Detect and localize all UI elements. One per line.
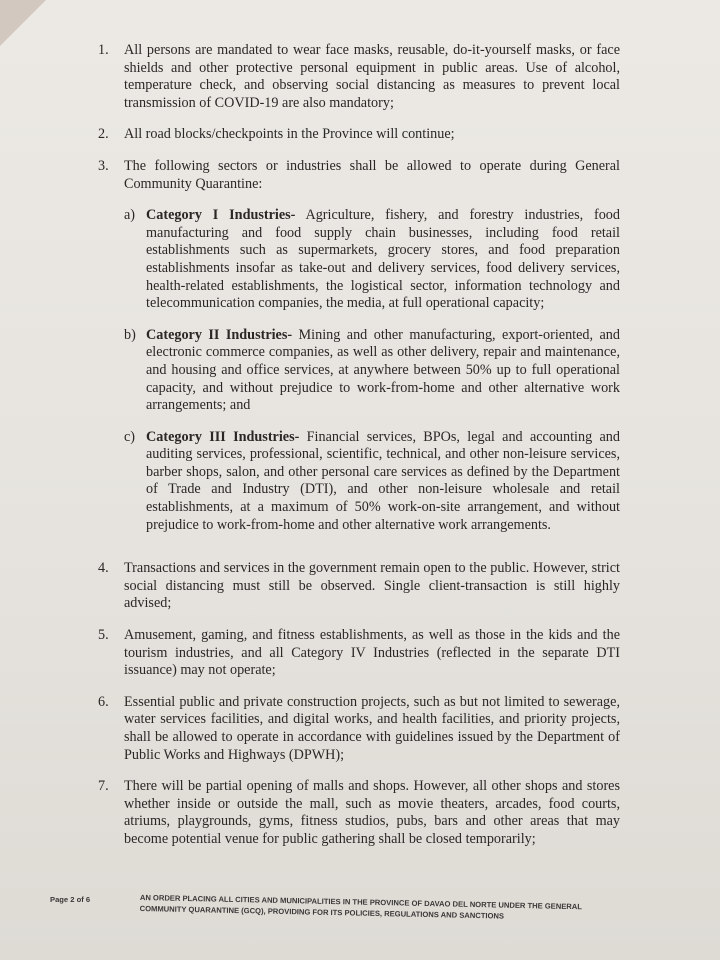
sub-item-letter: a) bbox=[124, 207, 136, 224]
item-number: 7. bbox=[98, 778, 109, 795]
item-text: Transactions and services in the government remain open to the public. However, strict social distancing must still be observed. Single client-transaction is still highly advised; bbox=[124, 560, 620, 612]
list-item-1 bbox=[98, 42, 620, 112]
sub-item-letter: c) bbox=[124, 428, 136, 445]
item-text: All persons are mandated to wear face masks, reusable, do-it-yourself masks, or face shields and other protective personal equipment in public areas. Use of alcohol, temperature check, and observing social distancing as measures to prevent local transmission of COVID-19 are also mandatory; bbox=[124, 42, 620, 111]
item-number: 3. bbox=[98, 157, 109, 174]
item-text: There will be partial opening of malls and shops. However, all other shops and stores whether inside or outside the mall, such as movie theaters, arcades, food courts, atriums, playgrounds, gyms, fitness studios, pubs, bars and other areas that may become potential venue for public gathering shall be closed temporarily; bbox=[124, 778, 620, 847]
sub-item-a bbox=[124, 207, 620, 313]
list-item-5 bbox=[98, 627, 620, 680]
page-corner bbox=[0, 0, 46, 46]
item-number: 2. bbox=[98, 126, 109, 143]
category-title: Category I Industries- bbox=[146, 207, 296, 224]
item-number: 1. bbox=[98, 42, 109, 58]
item-number: 6. bbox=[98, 693, 109, 710]
category-title: Category III Industries- bbox=[146, 428, 300, 445]
item-number: 4. bbox=[98, 560, 109, 577]
sub-item-c bbox=[124, 429, 620, 535]
item-number: 5. bbox=[98, 627, 109, 644]
list-item-2 bbox=[98, 126, 620, 144]
list-item-3 bbox=[98, 158, 620, 548]
industry-categories bbox=[124, 207, 620, 534]
item-text: Amusement, gaming, and fitness establishments, as well as those in the kids and the tourism industries, and all Category IV Industries (reflected in the separate DTI issuance) may not operate; bbox=[124, 627, 620, 679]
sub-item-b bbox=[124, 327, 620, 415]
category-text: Agriculture, fishery, and forestry industries, food manufacturing and food supply chain businesses, including food retail establishments such as supermarkets, grocery stores, and food preparation establishments insofar as take-out and delivery services, food delivery services, health-related establishments, the logistical sector, information technology and telecommunication companies, the media, at full operational capacity; bbox=[146, 207, 620, 312]
item-text: The following sectors or industries shall be allowed to operate during General Community Quarantine: bbox=[124, 157, 620, 192]
list-item-4 bbox=[98, 560, 620, 613]
item-text: All road blocks/checkpoints in the Province will continue; bbox=[124, 126, 455, 143]
category-text: Mining and other manufacturing, export-oriented, and electronic commerce companies, as well as other delivery, repair and maintenance, and housing and office services, at anywhere between 50% up to full operational capacity, and without prejudice to work-from-home and other alternative work arrangements; and bbox=[146, 326, 620, 414]
page-number: Page 2 of 6 bbox=[50, 895, 91, 904]
item-text: Essential public and private construction projects, such as but not limited to sewerage, water services facilities, and digital works, and health facilities, and priority projects, shall be allowed to operate in accordance with guidelines issued by the Department of Public Works and Highways (DPWH); bbox=[124, 693, 620, 763]
category-title: Category II Industries- bbox=[146, 326, 293, 343]
list-item-7 bbox=[98, 778, 620, 848]
sub-item-letter: b) bbox=[124, 326, 136, 343]
list-item-6 bbox=[98, 694, 620, 764]
category-text: Financial services, BPOs, legal and accounting and auditing services, professional, scientific, technical, and other non-leisure services, barber shops, salon, and other personal care services as defined by the Department of Trade and Industry (DTI), and other non-leisure wholesale and retail establishments, at a maximum of 50% work-on-site arrangement, and without prejudice to work-from-home and other alternative work arrangements. bbox=[146, 428, 620, 533]
order-body bbox=[98, 42, 620, 863]
footer-title: AN ORDER PLACING ALL CITIES AND MUNICIPALITIES IN THE PROVINCE OF DAVAO DEL NORTE UNDER THE GENERAL COMMUNITY QUARANTINE (GCQ), PROVIDING FOR ITS POLICIES, REGULATIONS AND SANCTIONS bbox=[139, 893, 582, 921]
